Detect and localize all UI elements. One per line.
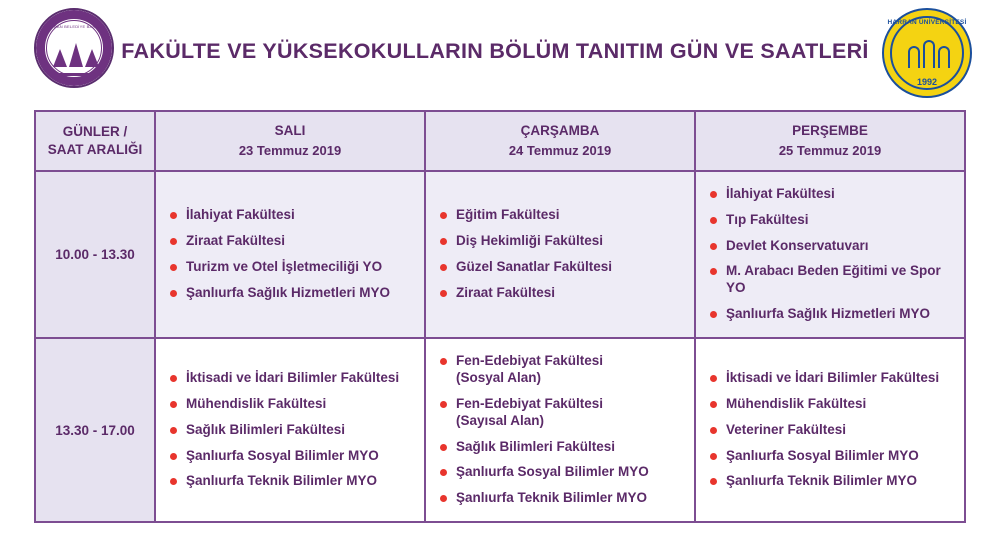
bullet-dot-icon — [710, 478, 717, 485]
list-item — [170, 473, 414, 490]
list-item-label: Devlet Konservatuvarı — [726, 237, 869, 253]
list-item — [440, 353, 684, 387]
bullet-dot-icon — [710, 191, 717, 198]
bullet-dot-icon — [710, 427, 717, 434]
list-item-label: Fen-Edebiyat Fakültesi — [456, 353, 604, 369]
list-item-sublabel: (Sosyal Alan) — [456, 369, 542, 385]
list-item — [440, 285, 684, 302]
bullet-dot-icon — [710, 268, 717, 275]
poster-header — [0, 0, 1000, 104]
list-item-label: Şanlıurfa Sağlık Hizmetleri MYO — [726, 306, 931, 322]
column-header-thursday — [695, 111, 965, 171]
list-item — [440, 464, 684, 481]
cell-wednesday-morning — [425, 171, 695, 338]
list-item — [710, 422, 954, 439]
column-header-wednesday-date: 24 Temmuz 2019 — [508, 143, 612, 159]
footer-spacer — [0, 529, 1000, 541]
university-logo-text: HARRAN ÜNİVERSİTESİ — [887, 19, 967, 26]
list-wednesday-morning — [440, 207, 684, 302]
bullet-dot-icon — [440, 401, 447, 408]
list-item-label: Şanlıurfa Sosyal Bilimler MYO — [726, 447, 919, 463]
list-thursday-afternoon — [710, 370, 954, 490]
bullet-dot-icon — [170, 478, 177, 485]
list-item — [710, 396, 954, 413]
bullet-dot-icon — [170, 427, 177, 434]
list-item — [710, 263, 954, 297]
harran-belediyesi-seal-icon — [34, 8, 114, 96]
list-item — [170, 233, 414, 250]
column-header-tuesday — [155, 111, 425, 171]
list-item-sublabel: (Sayısal Alan) — [456, 412, 545, 428]
column-header-wednesday-label: ÇARŞAMBA — [520, 123, 600, 138]
list-item-label: M. Arabacı Beden Eğitimi ve Spor YO — [726, 263, 941, 296]
list-tuesday-morning — [170, 207, 414, 302]
column-header-tuesday-date: 23 Temmuz 2019 — [238, 143, 342, 159]
table-header-row — [35, 111, 965, 171]
bullet-dot-icon — [710, 243, 717, 250]
list-item-label: Veteriner Fakültesi — [726, 421, 847, 437]
bullet-dot-icon — [440, 290, 447, 297]
list-item-label: İktisadi ve İdari Bilimler Fakültesi — [186, 369, 400, 385]
list-wednesday-afternoon — [440, 353, 684, 507]
list-item-label: İktisadi ve İdari Bilimler Fakültesi — [726, 369, 940, 385]
list-item-label: Şanlıurfa Sağlık Hizmetleri MYO — [186, 284, 391, 300]
list-item — [710, 448, 954, 465]
bullet-dot-icon — [170, 238, 177, 245]
list-item — [170, 422, 414, 439]
bullet-dot-icon — [440, 469, 447, 476]
list-item — [710, 238, 954, 255]
list-item-label: Ziraat Fakültesi — [456, 284, 556, 300]
table-row — [35, 171, 965, 338]
list-item — [170, 396, 414, 413]
bullet-dot-icon — [170, 290, 177, 297]
bullet-dot-icon — [440, 212, 447, 219]
list-item-label: Şanlıurfa Teknik Bilimler MYO — [726, 473, 918, 489]
harran-universitesi-logo-icon — [882, 8, 978, 98]
list-item — [440, 490, 684, 507]
column-header-thursday-label: PERŞEMBE — [792, 123, 868, 138]
bullet-dot-icon — [440, 238, 447, 245]
list-item — [440, 259, 684, 276]
bullet-dot-icon — [440, 358, 447, 365]
list-item — [710, 473, 954, 490]
cell-tuesday-afternoon — [155, 338, 425, 522]
seal-bottom-text: HARRAN — [65, 79, 83, 84]
list-item — [710, 186, 954, 203]
list-item-label: Sağlık Bilimleri Fakültesi — [186, 421, 346, 437]
list-item-label: İlahiyat Fakültesi — [726, 185, 835, 201]
column-header-hours-line2: SAAT ARALIĞI — [47, 141, 143, 157]
cell-tuesday-morning — [155, 171, 425, 338]
list-item — [440, 207, 684, 224]
column-header-tuesday-label: SALI — [274, 123, 306, 138]
bullet-dot-icon — [170, 453, 177, 460]
column-header-hours — [35, 111, 155, 171]
bullet-dot-icon — [710, 311, 717, 318]
bullet-dot-icon — [170, 375, 177, 382]
page-title: FAKÜLTE VE YÜKSEKOKULLARIN BÖLÜM TANITIM GÜN VE SAATLERİ — [121, 39, 869, 63]
list-item-label: İlahiyat Fakültesi — [186, 207, 295, 223]
seal-top-text: T.C. HARRAN BELEDİYE BAŞKANLIĞI — [35, 24, 113, 29]
column-header-hours-line1: GÜNLER / — [62, 123, 128, 139]
cell-wednesday-afternoon — [425, 338, 695, 522]
list-item-label: Şanlıurfa Sosyal Bilimler MYO — [186, 447, 379, 463]
bullet-dot-icon — [170, 401, 177, 408]
bullet-dot-icon — [440, 444, 447, 451]
bullet-dot-icon — [170, 212, 177, 219]
list-item — [440, 439, 684, 456]
cell-thursday-morning — [695, 171, 965, 338]
bullet-dot-icon — [710, 217, 717, 224]
schedule-table — [34, 110, 966, 523]
list-item — [170, 207, 414, 224]
list-item-label: Sağlık Bilimleri Fakültesi — [456, 438, 616, 454]
list-item — [440, 396, 684, 430]
list-item — [170, 285, 414, 302]
bullet-dot-icon — [710, 453, 717, 460]
list-item-label: Şanlıurfa Teknik Bilimler MYO — [186, 473, 378, 489]
bullet-dot-icon — [710, 375, 717, 382]
list-item-label: Tıp Fakültesi — [726, 211, 809, 227]
list-tuesday-afternoon — [170, 370, 414, 490]
list-item — [710, 370, 954, 387]
list-item — [170, 259, 414, 276]
row-hours-afternoon: 13.30 - 17.00 — [35, 338, 155, 522]
list-item-label: Eğitim Fakültesi — [456, 207, 560, 223]
list-thursday-morning — [710, 186, 954, 323]
column-header-wednesday — [425, 111, 695, 171]
list-item-label: Ziraat Fakültesi — [186, 233, 286, 249]
row-hours-morning: 10.00 - 13.30 — [35, 171, 155, 338]
table-row — [35, 338, 965, 522]
list-item — [440, 233, 684, 250]
list-item — [170, 370, 414, 387]
list-item — [710, 306, 954, 323]
list-item — [710, 212, 954, 229]
column-header-thursday-date: 25 Temmuz 2019 — [778, 143, 882, 159]
list-item-label: Fen-Edebiyat Fakültesi — [456, 395, 604, 411]
list-item-label: Diş Hekimliği Fakültesi — [456, 233, 604, 249]
cell-thursday-afternoon — [695, 338, 965, 522]
bullet-dot-icon — [440, 264, 447, 271]
list-item — [170, 448, 414, 465]
list-item-label: Güzel Sanatlar Fakültesi — [456, 258, 613, 274]
list-item-label: Mühendislik Fakültesi — [186, 395, 327, 411]
schedule-table-wrapper — [34, 110, 966, 523]
list-item-label: Şanlıurfa Sosyal Bilimler MYO — [456, 464, 649, 480]
list-item-label: Turizm ve Otel İşletmeciliği YO — [186, 258, 383, 274]
list-item-label: Şanlıurfa Teknik Bilimler MYO — [456, 490, 648, 506]
bullet-dot-icon — [170, 264, 177, 271]
bullet-dot-icon — [440, 495, 447, 502]
list-item-label: Mühendislik Fakültesi — [726, 395, 867, 411]
bullet-dot-icon — [710, 401, 717, 408]
university-logo-year: 1992 — [916, 77, 938, 87]
